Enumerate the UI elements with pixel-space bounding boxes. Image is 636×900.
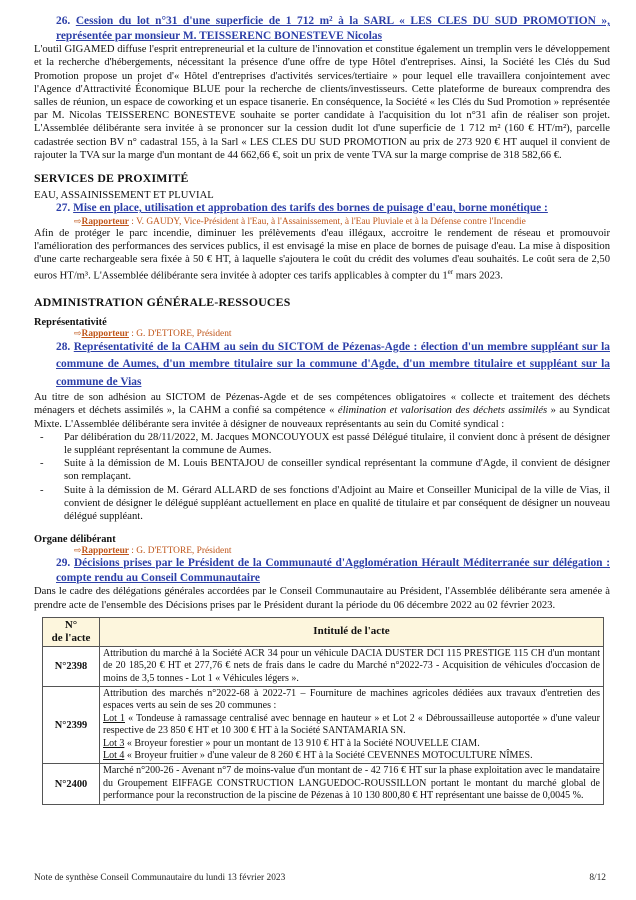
list-item: - Suite à la démission de M. Gérard ALLARD de ses fonctions d'Adjoint au Maire et Conseiller Municipal de la ville de Vias, il convient de désigner le délégué suppléant actuellement en place en qualité de titulaire et par conséquent de désigner un nouveau délégué suppléant. — [40, 484, 610, 522]
item-29-body: Dans le cadre des délégations générales accordées par le Conseil Communautaire au Président, l'Assemblée délibérante sera amenée à prendre acte de l'ensemble des Décisions prises par le Président durant la période du 06 décembre 2022 au 02 février 2023. — [34, 586, 610, 611]
column-header-title: Intitulé de l'acte — [100, 617, 604, 646]
act-title: Attribution des marchés n°2022-68 à 2022-71 – Fourniture de machines agricoles dédiées aux travaux d'entretien des espaces verts au sein de ses 20 communes : Lot 1 « Tondeuse à ramassage centralisé avec bennage en hauteur » et Lot 2 « Débroussailleuse autoportée » d'une valeur respective de 23 850 € HT et 10 300 € HT à la Société SANTAMARIA SN. Lot 3 « Broyeur forestier » pour un montant de 13 910 € HT à la Société NOUVELLE CIAM. Lot 4 « Broyeur fruitier » d'une valeur de 8 260 € HT à la Société CEVENNES MOTOCULTURE NÎMES. — [100, 687, 604, 764]
section-admin-heading: ADMINISTRATION GÉNÉRALE-RESSOUCES — [34, 294, 291, 309]
section-services-heading: SERVICES DE PROXIMITÉ — [34, 171, 189, 186]
column-header-number: N° de l'acte — [43, 617, 100, 646]
act-number: N°2399 — [43, 687, 100, 764]
subsection-eau: EAU, ASSAINISSEMENT ET PLUVIAL — [34, 190, 214, 202]
table-row — [43, 764, 604, 804]
page-number: 8/12 — [589, 873, 606, 883]
subsection-representativite: Représentativité — [34, 316, 107, 328]
subsection-organe: Organe délibérant — [34, 534, 116, 546]
act-number: N°2398 — [43, 646, 100, 686]
arrow-right-icon: ⇨ — [74, 545, 82, 556]
item-26-title: 26. Cession du lot n°31 d'une superficie de 1 712 m² à la SARL « LES CLES DU SUD PROMOTION », représentée par monsieur M. TEISSERENC BONESTEVE Nicolas — [56, 15, 610, 42]
item-29-rapporteur: ⇨Rapporteur : G. D'ETTORE, Président — [74, 545, 232, 557]
item-26-body: L'outil GIGAMED diffuse l'esprit entrepreneurial et la culture de l'innovation et constitue également un tremplin vers le développement et la recherche d'hébergements, nécessitant la présence d'une offre de type Hôtel d'entreprises. Ainsi, la Société les Clés du Sud Promotion propose un projet d'« Hôtel d'entreprises d'activités services/tertiaire » pour lequel elle travaillera conjointement avec l'Agence d'Attractivité Économique BLUE pour la recherche de clients/investisseurs. Cette plateforme de bureaux comprendra des salles de réunion, un espace de coworking et un espace tisanerie. En conséquence, la Société « les Clés du Sud Promotion » représentée par M. Nicolas TEISSERENC BONESTEVE souhaite se porter candidate à l'acquisition du lot n°31 afin de réaliser son projet. L'Assemblée délibérante sera invitée à se prononcer sur la cession dudit lot d'une superficie de 1 712 m² (160 € HT/m²), parcelle cadastrée section BV n° cadastral 155, à la Sarl « LES CLES DU SUD PROMOTION au prix de 273 920 € HT auquel il convient de rajouter la TVA sur la marge d'un montant de 44 662,66 €, soit un prix de vente TVA sur la marge comprise de 318 582,66 €. — [34, 44, 610, 161]
item-27-rapporteur: ⇨Rapporteur : V. GAUDY, Vice-Président à l'Eau, à l'Assainissement, à l'Eau Pluviale et à la Défense contre l'Incendie — [74, 215, 526, 227]
item-28-list — [34, 431, 610, 523]
table-row — [43, 687, 604, 764]
page-footer — [34, 873, 606, 883]
arrow-right-icon: ⇨ — [74, 215, 82, 226]
item-27-title: 27. Mise en place, utilisation et approbation des tarifs des bornes de puisage d'eau, borne monétique : — [56, 202, 548, 215]
list-item: - Par délibération du 28/11/2022, M. Jacques MONCOUYOUX est passé Délégué titulaire, il convient donc à présent de désigner le suppléant représentant la commune de Aumes. — [40, 431, 610, 456]
item-27-body: Afin de protéger le parc incendie, diminuer les prélèvements d'eau illégaux, accroitre le rendement de réseau et promouvoir l'amélioration des performances des services publics, il est envisagé la mise en place de bornes de puisage d'eau. La mise à disposition d'une carte rechargeable sera fixée à 50 € HT, à laquelle s'ajoutera le coût du crédit des volumes d'eau souhaités. Le coût sera de 2,50 euros HT/m³. L'Assemblée délibérante sera invitée à adopter ces tarifs applicables à compter du 1er mars 2023. — [34, 227, 610, 282]
act-title: Marché n°200-26 - Avenant n°7 de moins-value d'un montant de - 42 716 € HT sur la phase exploitation avec le mandataire du Groupement EIFFAGE CONSTRUCTION LANGUEDOC-ROUSSILLON portant le montant du marché global de performance pour la reconstruction de la piscine de Pézenas à 10 130 800,80 € HT représentant une baisse de 0,0045 %. — [100, 764, 604, 804]
act-title: Attribution du marché à la Société ACR 34 pour un véhicule DACIA DUSTER DCI 115 PRESTIGE 115 CH d'un montant de 20 185,20 € HT et 277,76 € nets de frais dans le cadre du Marché n°2022-73 - Acquisition de véhicules d'occasion de moins de 3,5 tonnes - Lot 1 « Véhicules légers ». — [100, 646, 604, 686]
item-28-body: Au titre de son adhésion au SICTOM de Pézenas-Agde et de ses compétences obligatoires « collecte et traitement des déchets ménagers et déchets assimilés », la CAHM a confié sa compétence « élimination et valorisation des déchets assimilés » au Syndicat Mixte. L'Assemblée délibérante sera invitée à désigner de nouveaux représentants au sein du Comité syndical : — [34, 392, 610, 430]
decisions-table — [42, 617, 604, 805]
arrow-right-icon: ⇨ — [74, 327, 82, 338]
item-29-title: 29. Décisions prises par le Président de la Communauté d'Agglomération Hérault Méditerranée sur délégation : compte rendu au Conseil Communautaire — [56, 557, 610, 584]
document-page — [34, 14, 610, 805]
list-item: - Suite à la démission de M. Louis BENTAJOU de conseiller syndical représentant la commune d'Agde, il convient de désigner son remplaçant. — [40, 458, 610, 483]
table-row — [43, 646, 604, 686]
item-28-title: 28. Représentativité de la CAHM au sein du SICTOM de Pézenas-Agde : élection d'un membre suppléant sur la commune de Aumes, d'un membre titulaire sur la commune d'Agde, d'un membre titulaire et suppléant sur la commune de Vias — [56, 340, 610, 388]
table-header-row — [43, 617, 604, 646]
act-number: N°2400 — [43, 764, 100, 804]
footer-title: Note de synthèse Conseil Communautaire du lundi 13 février 2023 — [34, 873, 286, 883]
item-28-rapporteur: ⇨Rapporteur : G. D'ETTORE, Président — [74, 327, 232, 339]
